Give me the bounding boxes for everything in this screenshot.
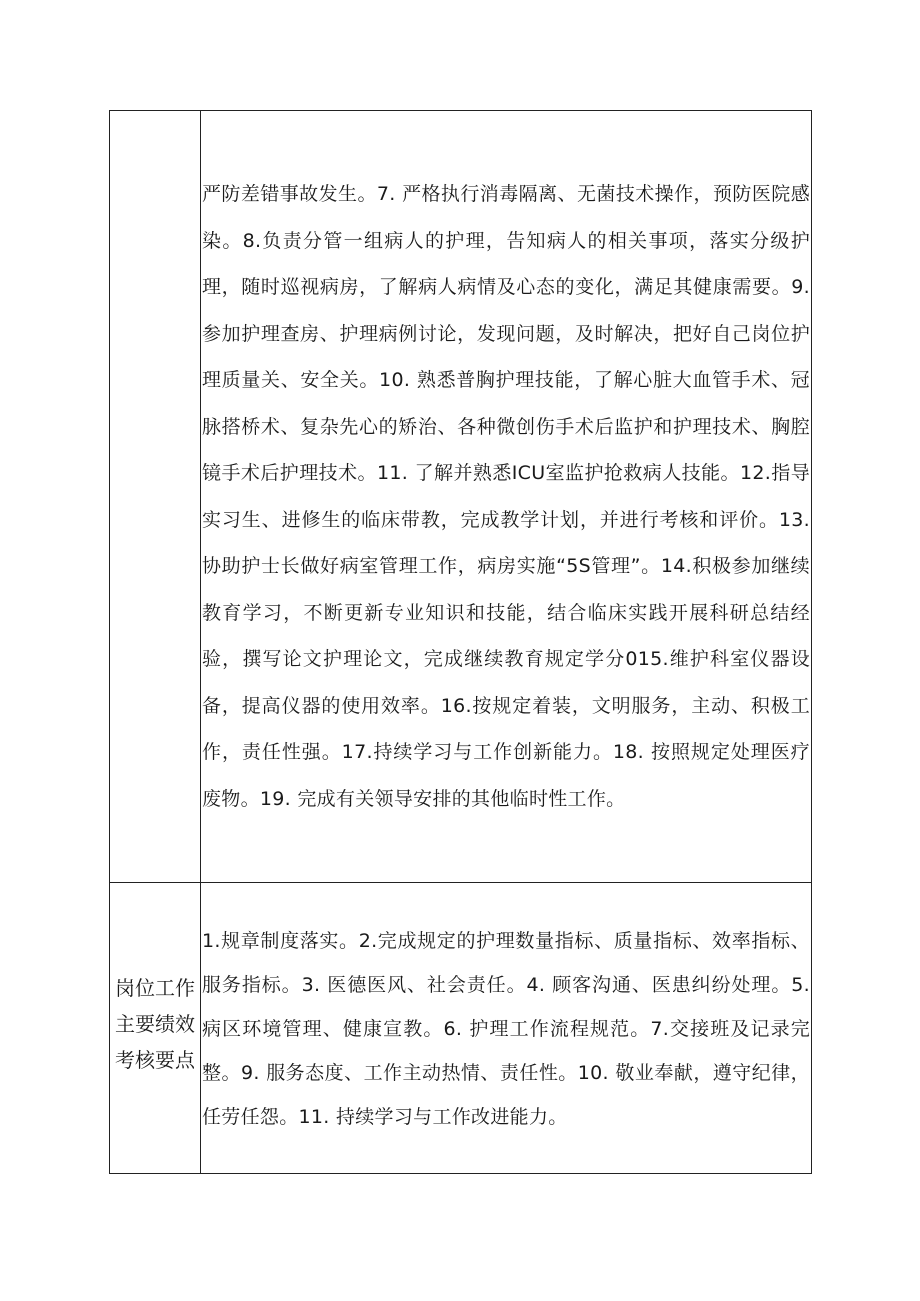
duties-text: 严防差错事故发生。7. 严格执行消毒隔离、无菌技术操作，预防医院感染。8.负责分管一组病人的护理，告知病人的相关事项，落实分级护理，随时巡视病房，了解病人病情及心态的变化，满足其健康需要。9. 参加护理查房、护理病例讨论，发现问题，及时解决，把好自己岗位护理质量关、安全关。10. 熟悉普胸护理技能，了解心脏大血管手术、冠脉搭桥术、复杂先心的矫治、各种微创伤手术后监护和护理技术、胸腔镜手术后护理技术。11. 了解并熟悉ICU室监护抢救病人技能。12.指导实习生、进修生的临床带教，完成教学计划，并进行考核和评价。13. 协助护士长做好病室管理工作，病房实施“5S管理”。14.积极参加继续教育学习，不断更新专业知识和技能，结合临床实践开展科研总结经验，撰写论文护理论文，完成继续教育规定学分015.维护科室仪器设备，提高仪器的使用效率。16.按规定着装，文明服务，主动、积极工作，责任性强。17.持续学习与工作创新能力。18. 按照规定处理医疗废物。19. 完成有关领导安排的其他临时性工作。 <box>202 183 810 810</box>
kpi-content-cell <box>201 883 812 1174</box>
duties-label-cell <box>110 111 201 883</box>
kpi-label: 岗位工作主要绩效考核要点 <box>115 976 195 1072</box>
duties-row <box>110 111 812 883</box>
duties-content-cell <box>201 111 812 883</box>
job-description-table <box>109 110 812 1174</box>
kpi-row <box>110 883 812 1174</box>
kpi-text: 1.规章制度落实。2.完成规定的护理数量指标、质量指标、效率指标、服务指标。3. 医德医风、社会责任。4. 顾客沟通、医患纠纷处理。5.病区环境管理、健康宣教。6. 护理工作流程规范。7.交接班及记录完整。9. 服务态度、工作主动热情、责任性。10. 敬业奉献，遵守纪律，任劳任怨。11. 持续学习与工作改进能力。 <box>202 930 810 1128</box>
duties-label <box>110 111 200 882</box>
kpi-label-cell <box>110 883 201 1174</box>
